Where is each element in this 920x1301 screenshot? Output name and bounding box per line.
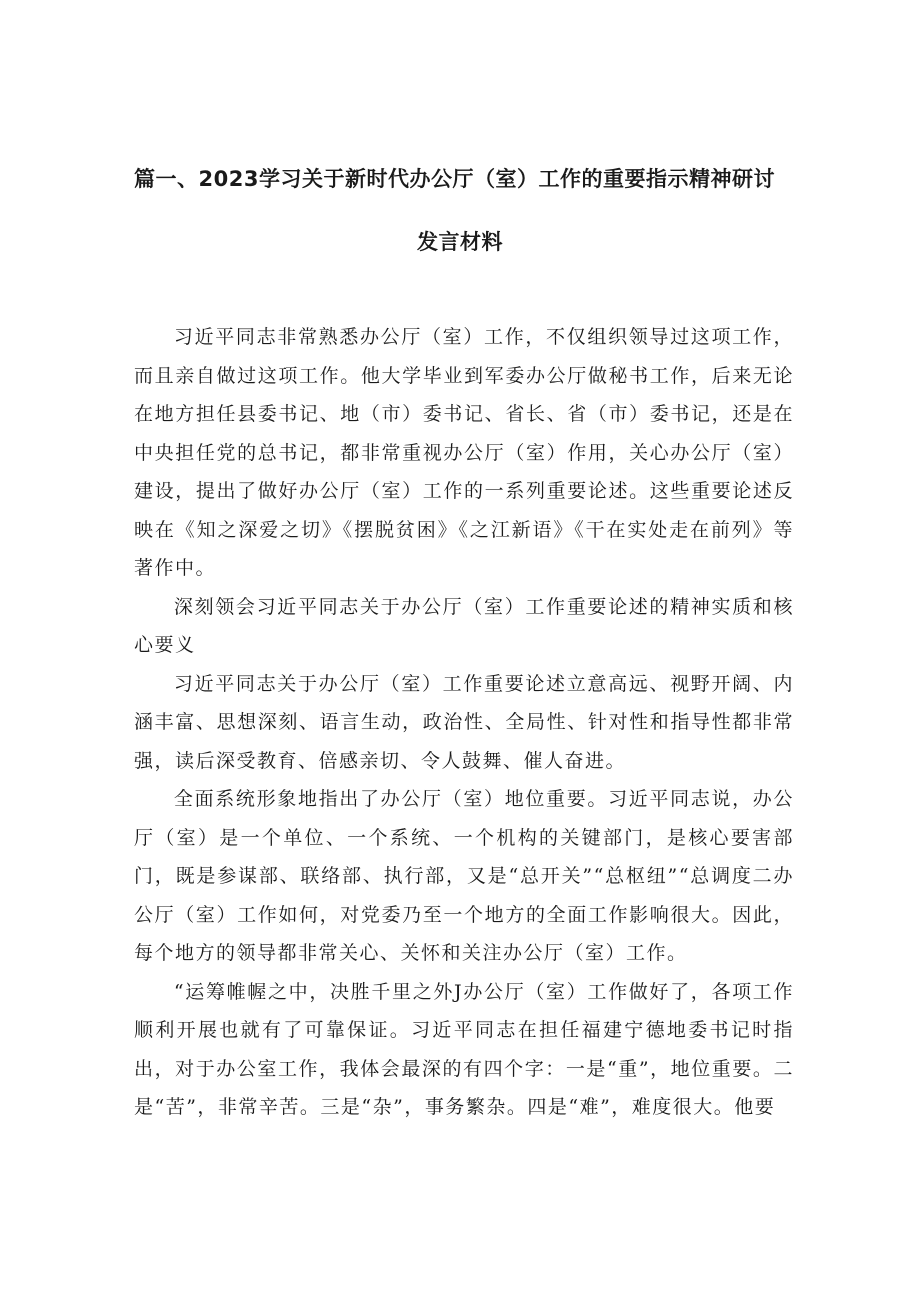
document-title-line-2: 发言材料 (417, 230, 503, 254)
body-paragraph-5: “运筹帷幄之中，决胜千里之外J办公厅（室）工作做好了，各项工作顺利开展也就有了可靠保证。习近平同志在担任福建宁德地委书记时指出，对于办公室工作，我体会最深的有四个字：一是“重”，地位重要。二是“苦”，非常辛苦。三是“杂”，事务繁杂。四是“难”，难度很大。他要 (134, 980, 794, 1118)
body-paragraph-3: 习近平同志关于办公厅（室）工作重要论述立意高远、视野开阔、内涵丰富、思想深刻、语言生动，政治性、全局性、针对性和指导性都非常强，读后深受教育、倍感亲切、令人鼓舞、催人奋进。 (134, 672, 794, 772)
body-paragraph-1: 习近平同志非常熟悉办公厅（室）工作，不仅组织领导过这项工作，而且亲自做过这项工作。他大学毕业到军委办公厅做秘书工作，后来无论在地方担任县委书记、地（市）委书记、省长、省（市）委书记，还是在中央担任党的总书记，都非常重视办公厅（室）作用，关心办公厅（室）建设，提出了做好办公厅（室）工作的一系列重要论述。这些重要论述反映在《知之深爱之切》《摆脱贫困》《之江新语》《干在实处走在前列》等著作中。 (134, 326, 794, 579)
document-body (134, 318, 794, 1127)
body-paragraph-4: 全面系统形象地指出了办公厅（室）地位重要。习近平同志说，办公厅（室）是一个单位、一个系统、一个机构的关键部门，是核心要害部门，既是参谋部、联络部、执行部，又是“总开关”“总枢纽”“总调度二办公厅（室）工作如何，对党委乃至一个地方的全面工作影响很大。因此，每个地方的领导都非常关心、关怀和关注办公厅（室）工作。 (134, 788, 794, 964)
document-title-line-1: 篇一、2023学习关于新时代办公厅（室）工作的重要指示精神研讨 (134, 167, 775, 191)
body-paragraph-2: 深刻领会习近平同志关于办公厅（室）工作重要论述的精神实质和核心要义 (134, 595, 794, 656)
